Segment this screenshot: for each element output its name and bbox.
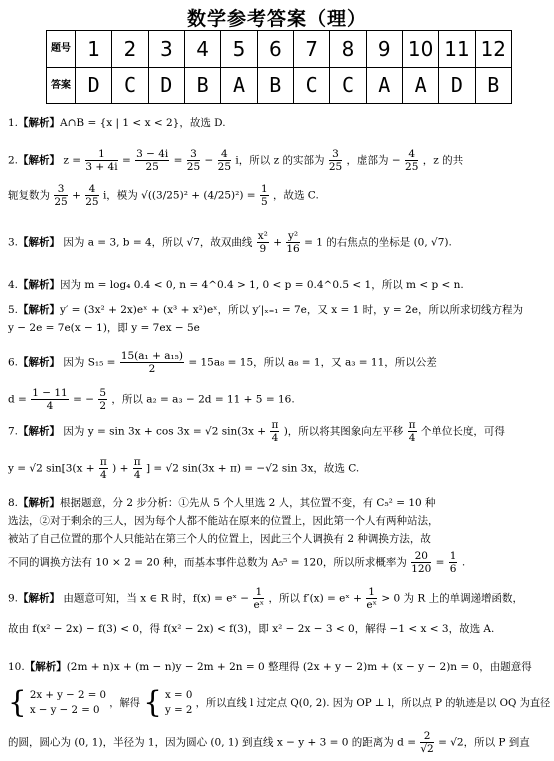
solution-text: A∩B = {x | 1 < x < 2}，故选 D. bbox=[60, 117, 226, 129]
denominator: 3 + 4i bbox=[85, 161, 118, 173]
solution-number: 8. bbox=[8, 497, 19, 509]
numerator: 1 bbox=[85, 148, 117, 161]
left-brace: { bbox=[8, 685, 27, 720]
solution-label: 【解析】 bbox=[18, 154, 61, 167]
solution-text: ，所以 f′(x) = eˣ + bbox=[268, 592, 362, 605]
fraction bbox=[54, 183, 67, 208]
solution-label: 【解析】 bbox=[18, 236, 61, 249]
solution-text: = 1 的右焦点的坐标是 (0, √7). bbox=[304, 236, 452, 249]
fraction bbox=[135, 148, 169, 173]
solution-text: ] = √2 sin(3x + π) = −√2 sin 3x，故选 C. bbox=[145, 462, 360, 475]
solution-text: ，所以 a₂ = a₃ − 2d = 11 + 5 = 16. bbox=[111, 393, 295, 406]
solution-label: 【解析】 bbox=[18, 279, 61, 291]
solution-label: 【解析】 bbox=[24, 661, 67, 673]
denominator: 25 bbox=[85, 196, 99, 208]
solution-text: . bbox=[461, 556, 466, 569]
denominator: 2 bbox=[148, 363, 156, 375]
fraction bbox=[260, 183, 269, 208]
numerator: y² bbox=[287, 230, 299, 242]
solution-text: + bbox=[273, 236, 283, 249]
question-number: 2 bbox=[112, 31, 148, 68]
denominator: 2 bbox=[99, 400, 107, 412]
solution-text: = √2，所以 P 到直 bbox=[438, 736, 530, 749]
fraction bbox=[133, 456, 142, 481]
numerator: 3 bbox=[187, 148, 200, 161]
solution-text: 轭复数为 bbox=[8, 189, 50, 202]
solution-text: d = bbox=[8, 393, 27, 406]
denominator: √2 bbox=[420, 743, 434, 755]
solution-label: 【解析】 bbox=[18, 497, 61, 509]
solution-8-line-4 bbox=[8, 550, 465, 575]
numerator: 1 − 11 bbox=[32, 387, 68, 399]
solution-label: 【解析】 bbox=[18, 117, 61, 129]
question-number: 5 bbox=[221, 31, 257, 68]
solution-10-line-3 bbox=[8, 730, 530, 755]
question-number: 6 bbox=[257, 31, 293, 68]
solution-9-line-1 bbox=[8, 586, 523, 611]
equation: 2x + y − 2 = 0 bbox=[29, 689, 107, 701]
answer-row bbox=[47, 67, 512, 104]
question-number: 8 bbox=[330, 31, 366, 68]
solution-8-line-2 bbox=[8, 514, 439, 528]
solution-text: z = bbox=[63, 154, 82, 167]
answer-letter: A bbox=[221, 67, 257, 104]
question-number: 7 bbox=[293, 31, 329, 68]
solution-6-line-2 bbox=[8, 387, 295, 412]
solution-7-line-2 bbox=[8, 456, 359, 481]
denominator: eˣ bbox=[366, 599, 377, 611]
denominator: 25 bbox=[328, 161, 343, 173]
solution-text: = 15a₈ = 15，所以 a₈ = 1，又 a₃ = 11，所以公差 bbox=[188, 356, 437, 369]
solution-text: ，虚部为 − bbox=[346, 154, 401, 167]
fraction bbox=[253, 586, 264, 611]
solution-text: (2m + n)x + (m − n)y − 2m + 2n = 0 整理得 (2x + y − 2)m + (x − y − 2)n = 0，由题意得 bbox=[66, 661, 532, 673]
solution-text: = bbox=[121, 154, 131, 167]
fraction bbox=[408, 419, 417, 444]
answer-table bbox=[46, 30, 512, 104]
fraction bbox=[329, 148, 342, 173]
numerator: 3 − 4i bbox=[136, 148, 169, 160]
solution-2-line-2 bbox=[8, 183, 319, 208]
numerator: 4 bbox=[405, 148, 418, 161]
denominator: 120 bbox=[411, 563, 432, 575]
fraction bbox=[411, 550, 431, 575]
fraction bbox=[99, 456, 108, 481]
question-number: 11 bbox=[439, 31, 475, 68]
row-header-answer: 答案 bbox=[47, 67, 76, 104]
answer-letter: A bbox=[366, 67, 402, 104]
answer-letter: A bbox=[402, 67, 438, 104]
denominator: 6 bbox=[449, 563, 457, 575]
solution-6-line-1 bbox=[8, 350, 437, 375]
solution-text: y − 2e = 7e(x − 1)，即 y = 7ex − 5e bbox=[8, 322, 200, 334]
denominator: 25 bbox=[145, 161, 159, 173]
solution-label: 【解析】 bbox=[18, 304, 61, 316]
question-number: 10 bbox=[402, 31, 438, 68]
solution-text: ，z 的共 bbox=[422, 154, 464, 167]
solution-text: 被站了自己位置的那个人只能站在第三个人的位置上，因此三个人调换有 2 种调换方法，故 bbox=[8, 533, 431, 545]
fraction bbox=[366, 586, 377, 611]
numerator: 2 bbox=[420, 730, 433, 743]
fraction bbox=[286, 230, 299, 255]
solution-text: + bbox=[72, 189, 81, 202]
denominator: 25 bbox=[54, 196, 68, 208]
denominator: 4 bbox=[271, 432, 279, 444]
answer-letter: D bbox=[439, 67, 475, 104]
question-number: 1 bbox=[76, 31, 112, 68]
solution-number: 4. bbox=[8, 279, 19, 291]
solution-number: 5. bbox=[8, 304, 19, 316]
numerator: π bbox=[408, 419, 416, 431]
solution-text: 因为 a = 3, b = 4，所以 √7，故双曲线 bbox=[63, 236, 253, 249]
numerator: 1 bbox=[368, 586, 375, 598]
answer-letter: D bbox=[148, 67, 184, 104]
numerator: π bbox=[133, 456, 141, 468]
solution-text: ，所以直线 l 过定点 Q(0, 2). 因为 OP ⊥ l，所以点 P 的轨迹是以 OQ 为直径 bbox=[195, 697, 551, 709]
solution-4 bbox=[8, 278, 464, 292]
fraction bbox=[218, 148, 231, 173]
solution-text: > 0 为 R 上的单调递增函数， bbox=[381, 592, 524, 605]
solution-3 bbox=[8, 230, 452, 255]
solution-label: 【解析】 bbox=[18, 592, 61, 605]
fraction bbox=[449, 550, 458, 575]
solution-text: 个单位长度，可得 bbox=[420, 425, 505, 438]
fraction bbox=[405, 148, 418, 173]
numerator: 4 bbox=[85, 183, 98, 196]
question-number-row bbox=[47, 31, 512, 68]
fraction bbox=[85, 183, 98, 208]
fraction bbox=[270, 419, 279, 444]
solution-text: 由题意可知，当 x ∈ R 时，f(x) = eˣ − bbox=[63, 592, 250, 605]
solution-number: 1. bbox=[8, 117, 19, 129]
solution-text: )，所以将其图象向左平移 bbox=[283, 425, 404, 438]
denominator: 9 bbox=[259, 243, 267, 255]
solution-text: = − bbox=[73, 393, 94, 406]
denominator: 4 bbox=[100, 469, 107, 481]
solution-text: 选法，②对于剩余的三人，因为每个人都不能站在原来的位置上，因此第一个人有两种站法， bbox=[8, 515, 439, 527]
solution-text: y′ = (3x² + 2x)eˣ + (x³ + x²)eˣ，所以 y′|ₓ₌₁ = 7e，又 x = 1 时，y = 2e，所以所求切线方程为 bbox=[60, 304, 523, 316]
fraction bbox=[98, 387, 107, 412]
denominator: eˣ bbox=[253, 599, 265, 611]
numerator: 3 bbox=[54, 183, 67, 196]
answer-letter: C bbox=[293, 67, 329, 104]
question-number: 4 bbox=[184, 31, 220, 68]
numerator: 3 bbox=[329, 148, 342, 161]
question-number: 9 bbox=[366, 31, 402, 68]
solution-text: ，解得 bbox=[109, 697, 140, 709]
numerator: 1 bbox=[255, 586, 263, 598]
solution-1 bbox=[8, 116, 226, 130]
solution-text: ，故选 C. bbox=[272, 189, 319, 202]
denominator: 4 bbox=[46, 400, 54, 412]
solution-number: 6. bbox=[8, 356, 19, 369]
equation: y = 2 bbox=[165, 704, 193, 716]
solution-text: − bbox=[204, 154, 214, 167]
solution-text: ) + bbox=[112, 462, 129, 475]
solution-text: 因为 S₁₅ = bbox=[63, 356, 116, 369]
solution-text: 的圆，圆心为 (0, 1)，半径为 1，因为圆心 (0, 1) 到直线 x − y + 3 = 0 的距离为 d = bbox=[8, 736, 416, 749]
denominator: 25 bbox=[217, 161, 232, 173]
question-number: 3 bbox=[148, 31, 184, 68]
answer-letter: C bbox=[330, 67, 366, 104]
numerator: 1 bbox=[449, 550, 457, 562]
answer-letter: D bbox=[76, 67, 112, 104]
denominator: 5 bbox=[260, 196, 268, 208]
fraction bbox=[420, 730, 433, 755]
denominator: 25 bbox=[186, 161, 201, 173]
solution-2-line-1 bbox=[8, 148, 463, 173]
solution-5-line-1 bbox=[8, 303, 523, 317]
solution-text: 因为 y = sin 3x + cos 3x = √2 sin(3x + bbox=[63, 425, 267, 438]
fraction bbox=[187, 148, 200, 173]
solution-text: y = √2 sin[3(x + bbox=[8, 462, 95, 475]
denominator: 4 bbox=[133, 469, 141, 481]
fraction bbox=[31, 387, 69, 412]
fraction bbox=[85, 148, 117, 173]
numerator: 1 bbox=[260, 183, 268, 195]
solution-7-line-1 bbox=[8, 419, 505, 444]
solution-9-line-2 bbox=[8, 622, 494, 636]
solution-text: 根据题意，分 2 步分析：①先从 5 个人里选 2 人，其位置不变，有 C₅² = 10 种 bbox=[60, 497, 436, 509]
answer-letter: B bbox=[184, 67, 220, 104]
solution-text: i，所以 z 的实部为 bbox=[235, 154, 325, 167]
solution-label: 【解析】 bbox=[18, 425, 61, 438]
solution-text: 故由 f(x² − 2x) − f(3) < 0，得 f(x² − 2x) < f(3)，即 x² − 2x − 3 < 0，解得 −1 < x < 3，故选 A. bbox=[8, 623, 495, 635]
fraction bbox=[120, 350, 184, 375]
equation-system bbox=[30, 688, 106, 718]
solution-label: 【解析】 bbox=[18, 356, 61, 369]
numerator: 4 bbox=[218, 148, 231, 161]
left-brace: { bbox=[143, 685, 162, 720]
solution-8-line-3 bbox=[8, 532, 431, 546]
solution-text: = bbox=[435, 556, 445, 569]
numerator: x² bbox=[257, 230, 268, 242]
solution-text: 不同的调换方法有 10 × 2 = 20 种，而基本事件总数为 A₅⁵ = 120，所以所求概率为 bbox=[8, 556, 407, 569]
solution-text: 因为 m = log₄ 0.4 < 0, n = 4^0.4 > 1, 0 < p = 0.4^0.5 < 1，所以 m < p < n. bbox=[60, 279, 464, 291]
equation: x − y − 2 = 0 bbox=[29, 704, 100, 716]
question-number: 12 bbox=[475, 31, 511, 68]
solution-number: 2. bbox=[8, 154, 19, 167]
row-header-question-number: 题号 bbox=[47, 31, 76, 68]
solution-number: 9. bbox=[8, 592, 19, 605]
page-title: 数学参考答案（理） bbox=[186, 8, 367, 30]
denominator: 16 bbox=[286, 243, 300, 255]
fraction bbox=[257, 230, 269, 255]
solution-text: = bbox=[173, 154, 183, 167]
equation: x = 0 bbox=[165, 689, 193, 701]
answer-letter: B bbox=[257, 67, 293, 104]
numerator: 5 bbox=[99, 387, 107, 399]
answer-letter: B bbox=[475, 67, 511, 104]
solution-5-line-2 bbox=[8, 321, 200, 335]
numerator: π bbox=[271, 419, 279, 431]
solution-system bbox=[165, 688, 192, 718]
solution-number: 10. bbox=[8, 661, 25, 673]
numerator: 15(a₁ + a₁₅) bbox=[120, 350, 183, 362]
solution-10-line-2 bbox=[8, 685, 551, 720]
denominator: 25 bbox=[405, 161, 419, 173]
denominator: 4 bbox=[408, 432, 416, 444]
solution-8-line-1 bbox=[8, 496, 436, 510]
numerator: 20 bbox=[411, 550, 431, 563]
answer-letter: C bbox=[112, 67, 148, 104]
numerator: π bbox=[99, 456, 107, 468]
solution-number: 3. bbox=[8, 236, 19, 249]
solution-number: 7. bbox=[8, 425, 19, 438]
solution-10-line-1 bbox=[8, 660, 532, 674]
solution-text: i，模为 √((3/25)² + (4/25)²) = bbox=[102, 189, 256, 202]
